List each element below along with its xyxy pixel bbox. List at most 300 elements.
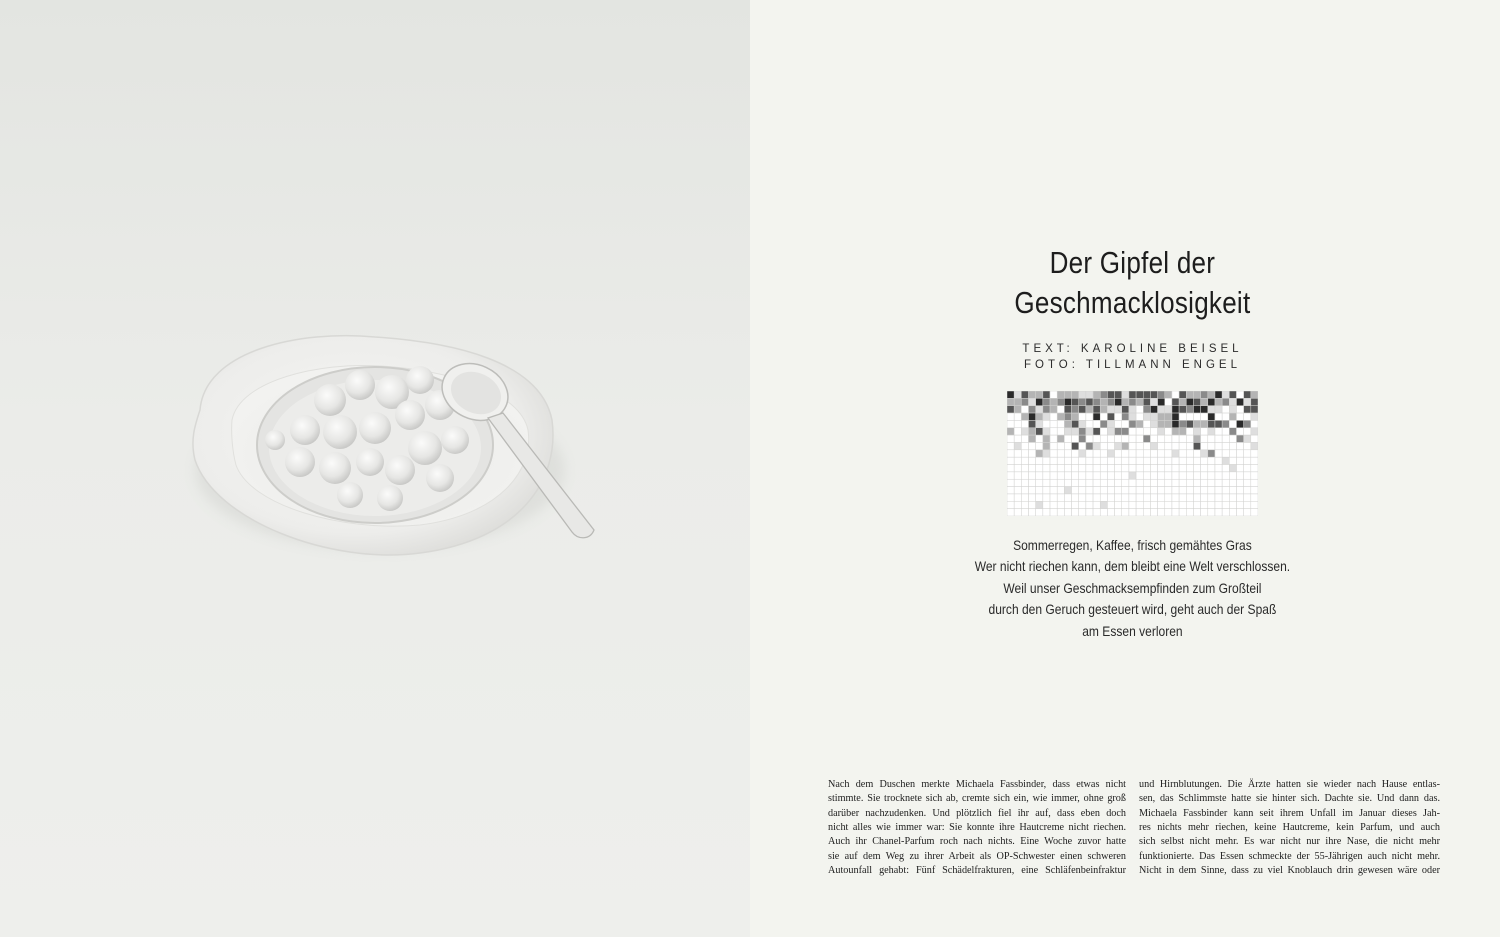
- pixel-cell: [1215, 442, 1222, 449]
- pixel-cell: [1050, 398, 1057, 405]
- pixel-grid-graphic: [1007, 391, 1258, 516]
- pixel-cell: [1036, 487, 1043, 494]
- pixel-cell: [1193, 494, 1200, 501]
- pixel-cell: [1107, 465, 1114, 472]
- pixel-cell: [1172, 450, 1179, 457]
- pixel-cell: [1136, 501, 1143, 508]
- pixel-cell: [1036, 465, 1043, 472]
- pixel-cell: [1179, 428, 1186, 435]
- pixel-cell: [1036, 472, 1043, 479]
- pixel-cell: [1086, 406, 1093, 413]
- pixel-cell: [1129, 501, 1136, 508]
- pixel-cell: [1129, 457, 1136, 464]
- pixel-cell: [1029, 450, 1036, 457]
- pixel-cell: [1014, 435, 1021, 442]
- pixel-cell: [1115, 465, 1122, 472]
- pixel-cell: [1050, 428, 1057, 435]
- pixel-cell: [1107, 479, 1114, 486]
- body-line: funktionierte. Das Essen schmeckte der 55-Jährigen auch nicht mehr.: [1139, 850, 1440, 862]
- pixel-cell: [1129, 398, 1136, 405]
- pixel-cell: [1165, 428, 1172, 435]
- pixel-cell: [1115, 435, 1122, 442]
- pixel-cell: [1244, 479, 1251, 486]
- pixel-cell: [1079, 472, 1086, 479]
- pixel-cell: [1072, 487, 1079, 494]
- pixel-cell: [1050, 391, 1057, 398]
- pixel-cell: [1165, 442, 1172, 449]
- pixel-cell: [1165, 487, 1172, 494]
- pixel-cell: [1222, 487, 1229, 494]
- pixel-cell: [1222, 450, 1229, 457]
- pixel-cell: [1050, 420, 1057, 427]
- pixel-cell: [1043, 457, 1050, 464]
- pixel-cell: [1136, 398, 1143, 405]
- pixel-cell: [1208, 509, 1215, 516]
- pixel-cell: [1251, 428, 1258, 435]
- pixel-cell: [1107, 398, 1114, 405]
- pixel-cell: [1150, 435, 1157, 442]
- pixel-cell: [1244, 420, 1251, 427]
- pixel-cell: [1072, 509, 1079, 516]
- pixel-cell: [1036, 442, 1043, 449]
- pixel-cell: [1208, 487, 1215, 494]
- pixel-cell: [1136, 442, 1143, 449]
- pixel-cell: [1064, 413, 1071, 420]
- pixel-cell: [1100, 435, 1107, 442]
- pixel-cell: [1193, 501, 1200, 508]
- pixel-cell: [1086, 487, 1093, 494]
- pixel-cell: [1136, 457, 1143, 464]
- pixel-cell: [1115, 457, 1122, 464]
- pixel-cell: [1086, 465, 1093, 472]
- pixel-cell: [1093, 391, 1100, 398]
- pixel-cell: [1021, 398, 1028, 405]
- pixel-cell: [1021, 391, 1028, 398]
- pixel-cell: [1229, 494, 1236, 501]
- pixel-cell: [1208, 450, 1215, 457]
- pixel-cell: [1208, 442, 1215, 449]
- pixel-cell: [1021, 413, 1028, 420]
- pixel-cell: [1136, 472, 1143, 479]
- pixel-cell: [1215, 420, 1222, 427]
- pixel-cell: [1007, 435, 1014, 442]
- pixel-cell: [1050, 501, 1057, 508]
- pixel-cell: [1201, 501, 1208, 508]
- pixel-cell: [1029, 435, 1036, 442]
- pixel-cell: [1229, 406, 1236, 413]
- pixel-cell: [1193, 428, 1200, 435]
- pixel-cell: [1129, 391, 1136, 398]
- pixel-cell: [1251, 442, 1258, 449]
- credit-photo: FOTO: TILLMANN ENGEL: [1024, 359, 1241, 371]
- pixel-cell: [1208, 494, 1215, 501]
- pixel-cell: [1150, 413, 1157, 420]
- pixel-cell: [1064, 501, 1071, 508]
- pixel-cell: [1158, 391, 1165, 398]
- pixel-cell: [1229, 398, 1236, 405]
- pixel-cell: [1172, 420, 1179, 427]
- pixel-cell: [1079, 501, 1086, 508]
- pixel-cell: [1079, 398, 1086, 405]
- pixel-cell: [1029, 479, 1036, 486]
- pixel-cell: [1244, 428, 1251, 435]
- pixel-cell: [1236, 472, 1243, 479]
- pixel-cell: [1007, 501, 1014, 508]
- pixel-cell: [1158, 487, 1165, 494]
- pixel-cell: [1086, 435, 1093, 442]
- pixel-cell: [1208, 457, 1215, 464]
- pixel-cell: [1143, 406, 1150, 413]
- pixel-cell: [1201, 398, 1208, 405]
- pixel-cell: [1172, 465, 1179, 472]
- pixel-cell: [1244, 450, 1251, 457]
- pixel-cell: [1064, 457, 1071, 464]
- pixel-cell: [1079, 457, 1086, 464]
- pixel-cell: [1093, 487, 1100, 494]
- pixel-cell: [1064, 435, 1071, 442]
- pixel-cell: [1021, 487, 1028, 494]
- pixel-cell: [1143, 391, 1150, 398]
- article-headline: [811, 243, 1454, 323]
- pixel-cell: [1107, 442, 1114, 449]
- pixel-cell: [1064, 428, 1071, 435]
- pixel-cell: [1251, 391, 1258, 398]
- pixel-cell: [1208, 406, 1215, 413]
- pixel-cell: [1122, 442, 1129, 449]
- pixel-cell: [1143, 509, 1150, 516]
- pixel-cell: [1079, 413, 1086, 420]
- pixel-cell: [1043, 442, 1050, 449]
- pixel-cell: [1021, 450, 1028, 457]
- pixel-cell: [1107, 487, 1114, 494]
- pixel-cell: [1036, 413, 1043, 420]
- pixel-cell: [1072, 420, 1079, 427]
- teaser-line: durch den Geruch gesteuert wird, geht auch der Spaß: [988, 601, 1277, 618]
- pixel-cell: [1201, 435, 1208, 442]
- pixel-cell: [1014, 509, 1021, 516]
- pixel-cell: [1100, 487, 1107, 494]
- pixel-cell: [1036, 406, 1043, 413]
- pixel-cell: [1072, 450, 1079, 457]
- pixel-cell: [1122, 420, 1129, 427]
- pixel-cell: [1244, 509, 1251, 516]
- pixel-cell: [1057, 487, 1064, 494]
- pixel-cell: [1179, 457, 1186, 464]
- pixel-cell: [1100, 472, 1107, 479]
- pixel-cell: [1215, 487, 1222, 494]
- pixel-cell: [1115, 406, 1122, 413]
- pixel-cell: [1043, 479, 1050, 486]
- pixel-cell: [1186, 442, 1193, 449]
- pixel-cell: [1143, 450, 1150, 457]
- pixel-cell: [1122, 435, 1129, 442]
- pixel-cell: [1186, 391, 1193, 398]
- pixel-cell: [1007, 472, 1014, 479]
- pixel-cell: [1251, 420, 1258, 427]
- pixel-cell: [1093, 435, 1100, 442]
- pixel-cell: [1236, 406, 1243, 413]
- pixel-cell: [1115, 428, 1122, 435]
- pixel-cell: [1079, 479, 1086, 486]
- pixel-cell: [1172, 479, 1179, 486]
- body-line: stimmte. Sie trocknete sich ab, cremte sich ein, wie immer, ohne groß: [828, 793, 1126, 805]
- pixel-cell: [1122, 487, 1129, 494]
- pixel-cell: [1021, 479, 1028, 486]
- pixel-cell: [1014, 450, 1021, 457]
- pixel-cell: [1064, 406, 1071, 413]
- pixel-cell: [1179, 391, 1186, 398]
- pixel-cell: [1014, 420, 1021, 427]
- pixel-cell: [1229, 450, 1236, 457]
- pixel-cell: [1158, 457, 1165, 464]
- pixel-cell: [1079, 494, 1086, 501]
- pixel-cell: [1050, 413, 1057, 420]
- pixel-cell: [1093, 501, 1100, 508]
- pixel-cell: [1222, 442, 1229, 449]
- pixel-cell: [1229, 413, 1236, 420]
- pixel-cell: [1158, 479, 1165, 486]
- pixel-cell: [1229, 420, 1236, 427]
- pixel-cell: [1201, 494, 1208, 501]
- pixel-cell: [1150, 398, 1157, 405]
- pixel-cell: [1186, 494, 1193, 501]
- pixel-cell: [1107, 501, 1114, 508]
- pixel-cell: [1251, 465, 1258, 472]
- pixel-cell: [1093, 509, 1100, 516]
- pixel-cell: [1100, 457, 1107, 464]
- pixel-cell: [1057, 479, 1064, 486]
- pixel-cell: [1029, 457, 1036, 464]
- pixel-cell: [1029, 428, 1036, 435]
- pixel-cell: [1165, 406, 1172, 413]
- pixel-cell: [1050, 487, 1057, 494]
- pixel-cell: [1064, 479, 1071, 486]
- pixel-cell: [1158, 501, 1165, 508]
- pixel-cell: [1229, 435, 1236, 442]
- pixel-cell: [1172, 413, 1179, 420]
- pixel-cell: [1079, 435, 1086, 442]
- pixel-cell: [1007, 413, 1014, 420]
- pixel-cell: [1179, 420, 1186, 427]
- pixel-cell: [1179, 487, 1186, 494]
- pixel-cell: [1143, 465, 1150, 472]
- pixel-cell: [1136, 487, 1143, 494]
- pixel-cell: [1021, 428, 1028, 435]
- pixel-cell: [1100, 501, 1107, 508]
- pixel-cell: [1229, 472, 1236, 479]
- pixel-cell: [1043, 413, 1050, 420]
- pixel-cell: [1251, 457, 1258, 464]
- pixel-cell: [1050, 472, 1057, 479]
- pixel-cell: [1122, 465, 1129, 472]
- pixel-cell: [1072, 442, 1079, 449]
- pixel-cell: [1057, 494, 1064, 501]
- pixel-cell: [1122, 450, 1129, 457]
- pixel-cell: [1215, 413, 1222, 420]
- pixel-cell: [1129, 479, 1136, 486]
- pixel-cell: [1186, 472, 1193, 479]
- pixel-cell: [1057, 391, 1064, 398]
- pixel-cell: [1179, 406, 1186, 413]
- pixel-cell: [1208, 428, 1215, 435]
- pixel-cell: [1086, 472, 1093, 479]
- article-credits: [750, 341, 1500, 373]
- pixel-cell: [1043, 406, 1050, 413]
- pixel-cell: [1086, 428, 1093, 435]
- pixel-cell: [1179, 509, 1186, 516]
- pixel-cell: [1186, 420, 1193, 427]
- pixel-cell: [1193, 413, 1200, 420]
- pixel-cell: [1093, 465, 1100, 472]
- pixel-cell: [1201, 457, 1208, 464]
- teaser-line: Weil unser Geschmacksempfinden zum Großteil: [1003, 579, 1262, 596]
- pixel-cell: [1093, 406, 1100, 413]
- pixel-cell: [1193, 391, 1200, 398]
- pixel-cell: [1222, 465, 1229, 472]
- pixel-cell: [1158, 435, 1165, 442]
- pixel-cell: [1201, 413, 1208, 420]
- pixel-cell: [1215, 457, 1222, 464]
- pixel-cell: [1122, 472, 1129, 479]
- pixel-cell: [1064, 487, 1071, 494]
- pixel-cell: [1014, 442, 1021, 449]
- pixel-cell: [1072, 479, 1079, 486]
- pixel-cell: [1186, 479, 1193, 486]
- pixel-cell: [1236, 420, 1243, 427]
- pixel-cell: [1215, 435, 1222, 442]
- pixel-cell: [1165, 501, 1172, 508]
- pixel-cell: [1179, 501, 1186, 508]
- pixel-cell: [1165, 472, 1172, 479]
- pixel-cell: [1072, 501, 1079, 508]
- pixel-cell: [1158, 428, 1165, 435]
- pixel-cell: [1150, 442, 1157, 449]
- pixel-cell: [1236, 435, 1243, 442]
- pixel-cell: [1064, 450, 1071, 457]
- pixel-cell: [1036, 457, 1043, 464]
- pixel-cell: [1093, 398, 1100, 405]
- pixel-cell: [1150, 406, 1157, 413]
- pixel-cell: [1057, 465, 1064, 472]
- body-line: sie auf dem Weg zu ihrer Arbeit als OP-Schwester einen schweren: [828, 850, 1126, 862]
- pixel-cell: [1029, 420, 1036, 427]
- pixel-cell: [1021, 465, 1028, 472]
- body-line: sen, das Schlimmste hatte sie hinter sich. Dachte sie. Und dann das.: [1139, 793, 1440, 805]
- pixel-cell: [1186, 501, 1193, 508]
- pixel-cell: [1129, 413, 1136, 420]
- pixel-cell: [1172, 457, 1179, 464]
- pixel-cell: [1201, 450, 1208, 457]
- pixel-cell: [1100, 509, 1107, 516]
- pixel-cell: [1122, 406, 1129, 413]
- pixel-cell: [1072, 398, 1079, 405]
- pixel-cell: [1100, 406, 1107, 413]
- pixel-cell: [1201, 420, 1208, 427]
- pixel-cell: [1201, 406, 1208, 413]
- pixel-cell: [1244, 398, 1251, 405]
- pixel-cell: [1158, 509, 1165, 516]
- pixel-cell: [1136, 509, 1143, 516]
- pixel-cell: [1201, 465, 1208, 472]
- pixel-cell: [1014, 472, 1021, 479]
- pixel-cell: [1222, 435, 1229, 442]
- pixel-cell: [1079, 450, 1086, 457]
- pixel-cell: [1086, 391, 1093, 398]
- article-teaser: [803, 535, 1461, 642]
- pixel-cell: [1193, 472, 1200, 479]
- pixel-cell: [1122, 457, 1129, 464]
- pixel-cell: [1244, 465, 1251, 472]
- pixel-cell: [1115, 391, 1122, 398]
- pixel-cell: [1021, 406, 1028, 413]
- pixel-cell: [1193, 435, 1200, 442]
- pixel-cell: [1043, 509, 1050, 516]
- pixel-cell: [1150, 420, 1157, 427]
- pixel-cell: [1136, 479, 1143, 486]
- pixel-cell: [1050, 450, 1057, 457]
- body-line: darüber nachzudenken. Und plötzlich fiel ihr auf, dass eben doch: [828, 807, 1126, 819]
- pixel-cell: [1193, 450, 1200, 457]
- pixel-cell: [1129, 406, 1136, 413]
- pixel-cell: [1215, 501, 1222, 508]
- pixel-cell: [1136, 428, 1143, 435]
- pixel-cell: [1143, 479, 1150, 486]
- pixel-cell: [1093, 479, 1100, 486]
- pixel-cell: [1229, 428, 1236, 435]
- pixel-cell: [1057, 435, 1064, 442]
- pixel-cell: [1093, 442, 1100, 449]
- pixel-cell: [1036, 450, 1043, 457]
- pixel-cell: [1036, 509, 1043, 516]
- pixel-cell: [1079, 428, 1086, 435]
- pixel-cell: [1014, 413, 1021, 420]
- pixel-cell: [1064, 465, 1071, 472]
- pixel-cell: [1136, 465, 1143, 472]
- pixel-cell: [1186, 398, 1193, 405]
- pixel-cell: [1021, 509, 1028, 516]
- pixel-cell: [1021, 442, 1028, 449]
- pixel-cell: [1186, 428, 1193, 435]
- pixel-cell: [1100, 494, 1107, 501]
- pixel-cell: [1150, 450, 1157, 457]
- pixel-cell: [1107, 413, 1114, 420]
- pixel-cell: [1179, 450, 1186, 457]
- pixel-cell: [1222, 509, 1229, 516]
- pixel-cell: [1107, 435, 1114, 442]
- pixel-cell: [1193, 465, 1200, 472]
- pixel-cell: [1093, 457, 1100, 464]
- pixel-cell: [1107, 391, 1114, 398]
- pixel-cell: [1172, 406, 1179, 413]
- pixel-cell: [1086, 494, 1093, 501]
- pixel-cell: [1172, 428, 1179, 435]
- pixel-cell: [1143, 487, 1150, 494]
- pixel-cell: [1158, 398, 1165, 405]
- pixel-cell: [1172, 472, 1179, 479]
- pixel-cell: [1222, 413, 1229, 420]
- pixel-cell: [1115, 413, 1122, 420]
- pixel-cell: [1079, 420, 1086, 427]
- pixel-cell: [1129, 487, 1136, 494]
- pixel-cell: [1086, 509, 1093, 516]
- pixel-cell: [1072, 391, 1079, 398]
- pixel-cell: [1172, 435, 1179, 442]
- pixel-cell: [1150, 472, 1157, 479]
- pixel-cell: [1107, 472, 1114, 479]
- pixel-cell: [1215, 450, 1222, 457]
- pixel-cell: [1143, 428, 1150, 435]
- teaser-line: Sommerregen, Kaffee, frisch gemähtes Gras: [1013, 537, 1252, 553]
